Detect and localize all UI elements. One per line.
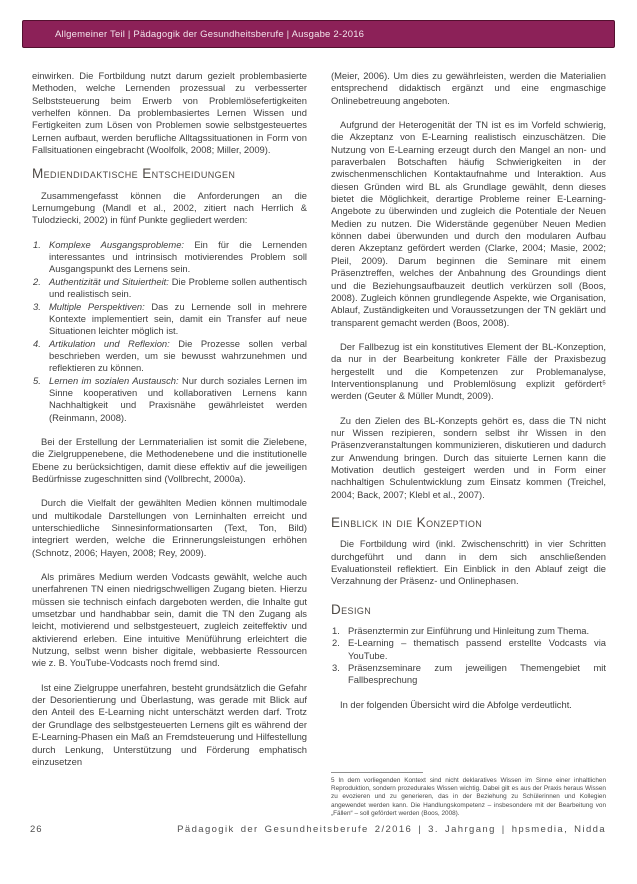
left-column bbox=[32, 70, 307, 818]
list-item-lead: Komplexe Ausgangsprobleme: bbox=[49, 238, 185, 250]
list-item bbox=[331, 637, 606, 662]
page-footer bbox=[30, 822, 606, 836]
list-item bbox=[331, 625, 606, 637]
footnote-block bbox=[331, 772, 606, 818]
list-item-lead: Multiple Perspektiven: bbox=[49, 300, 145, 312]
paragraph: Aufgrund der Heterogenität der TN ist es im Vorfeld schwierig, die Akzeptanz von E-Learning realistisch einzuschätzen. Die Nutzung von E-Learning erzeugt durch den Mangel an non- und paraverbalen Botschaften häufig Schwierigkeiten in der zwischenmenschlichen Kontaktaufnahme und Interaktion. Aus diesen Gründen wird BL als Grundlage gewählt, denn dieses bietet die Möglichkeit, derartige Probleme reiner E-Learning-Angebote zu überwinden und zugleich die Potentiale der Neuen Medien zu nutzen. Die Widerstände gegenüber Neuen Medien können dabei überwunden und durch den modularen Aufbau deren Akzeptanz gefördert werden (Clarke, 2004; Masie, 2002; Pleil, 2009). Darum beginnen die Seminare mit einem Präsenztreffen, welches der Anbahnung des Groundings dient und die Beziehungsaufbauzeit deutlich verkürzen soll (Boos, 2008). Zugleich können grundlegende Aspekte, wie Organisation, Ablauf, Zuständigkeiten und Voraussetzungen der TN geklärt und transparent gemacht werden (Boos, 2008). bbox=[331, 119, 606, 328]
footnote-text: 5 In dem vorliegenden Kontext sind nicht deklaratives Wissen im Sinne einer inhaltlichen Reproduktion, sondern prozedurales Wissen wichtig. Dabei gilt es aus der Praxis heraus Wissen zu evozieren und zu generieren, das in der Beziehung zu Schülerinnen und Kollegien angewendet werden kann. Die Handlungskompetenz – insbesondere mit der Bearbeitung von „Fällen“ – soll gefördert werden (Boos, 2008). bbox=[331, 776, 606, 817]
list-item-text: Die Probleme sollen authentisch und realistisch sein. bbox=[49, 275, 307, 300]
paragraph: Bei der Erstellung der Lernmaterialien ist somit die Zielebene, die Zielgruppenebene, die Methodenebene und die institutionelle Ebene zu berücksichtigen, damit diese effektiv auf die jeweiligen Bedürfnisse zugeschnitten sind (Vollbrecht, 2000a). bbox=[32, 435, 307, 484]
list-item bbox=[32, 338, 307, 375]
section-heading-mediendidaktische-entscheidungen: Mediendidaktische Entscheidungen bbox=[32, 166, 236, 182]
list-item-text: Ein für die Lernenden interessantes und intrinsisch motivierendes Problem soll Ausgangspunkt des Lernens sein. bbox=[49, 238, 307, 275]
list-item bbox=[32, 276, 307, 301]
list-item-text: Nur durch soziales Lernen im Sinne kooperativen und kollaborativen Lernens kann Nachhaltigkeit und Praxisnähe gewährleistet werden (Reinmann, 2008). bbox=[49, 374, 307, 423]
journal-header-bar bbox=[22, 20, 615, 48]
paragraph: (Meier, 2006). Um dies zu gewährleisten, werden die Materialien entsprechend didaktisch ergänzt und eine engmaschige Onlinebetreuung angeboten. bbox=[331, 70, 606, 106]
list-item bbox=[32, 239, 307, 276]
list-item-lead: Artikulation und Reflexion: bbox=[49, 337, 170, 349]
paragraph: Die Fortbildung wird (inkl. Zwischenschritt) in vier Schritten durchgeführt und dann in dem sich anschließenden Evaluationsteil reflektiert. Ein Einblick in den Ablauf zeigt die Verzahnung der Präsenz- und Onlinephasen. bbox=[331, 538, 606, 587]
paragraph: einwirken. Die Fortbildung nutzt darum gezielt problembasierte Methoden, welche Lernenden prozessual zu verbesserter Selbststeuerung beim Erwerb von Problemlösefertigkeiten verhelfen können. Da problembasiertes Lernen Wissen und Fertigkeiten zum Lösen von Problemen sowie selbstgesteuertes Lernen aufbaut, werden berufliche Alltagssituationen in Form von Fallsituationen eingebracht (Woolfolk, 2008; Miller, 2009). bbox=[32, 70, 307, 156]
list-item-text: Präsenzseminare zum jeweiligen Themengebiet mit Fallbesprechung bbox=[348, 662, 606, 686]
list-item-text: Das zu Lernende soll in mehrere Kontexte implementiert sein, damit ein Transfer auf neue Situationen leichter möglich ist. bbox=[49, 300, 307, 337]
list-item bbox=[32, 375, 307, 424]
list-item-lead: Lernen im sozialen Austausch: bbox=[49, 374, 179, 386]
list-item bbox=[331, 662, 606, 687]
journal-footer-text: Pädagogik der Gesundheitsberufe 2/2016 | 3. Jahrgang | hpsmedia, Nidda bbox=[177, 823, 606, 835]
journal-header-text: Allgemeiner Teil | Pädagogik der Gesundheitsberufe | Ausgabe 2-2016 bbox=[55, 28, 365, 40]
numbered-list-design-schritte bbox=[331, 625, 606, 687]
list-item-text: E-Learning – thematisch passend erstellte Vodcasts via YouTube. bbox=[348, 637, 606, 661]
section-heading-einblick-in-die-konzeption: Einblick in die Konzeption bbox=[331, 515, 483, 530]
paragraph: Als primäres Medium werden Vodcasts gewählt, welche auch unerfahrenen TN einen niedrigschwelligen Zugang bieten. Hierzu müssen sie technisch einfach dargeboten werden, die Inhalte gut umsetzbar und handhabbar sein, damit die TN den Zugang als leicht, motivierend und selbstgesteuert, zugleich zeiteffektiv und aktivierend erleben. Eine intuitive Menüführung erleichtert die Nutzung, selbst wenn bisher digitale, webbasierte Ressourcen wie z. B. YouTube-Vodcasts noch fremd sind. bbox=[32, 571, 307, 669]
paragraph: Zu den Zielen des BL-Konzepts gehört es, dass die TN nicht nur Wissen rezipieren, sondern selbst ihr Wissen in den Präsenzveranstaltungen kommunizieren, diskutieren und dadurch zur Anwendung bringen. Durch das situierte Lernen kann die Motivation deutlich gesteigert werden und in Form einer nachhaltigen Schulentwicklung zum Einsatz kommen (Treichel, 2004; Back, 2007; Klebl et al., 2007). bbox=[331, 414, 606, 500]
list-item-lead: Authentizität und Situiertheit: bbox=[49, 275, 169, 287]
paragraph: Ist eine Zielgruppe unerfahren, besteht grundsätzlich die Gefahr der Desorientierung und Überlastung, was gerade mit Blick auf den Anteil des E-Learning nicht unterschätzt werden darf. Trotz der Grundlage des selbstgesteuerten Lernens gilt es während der E-Learning-Phasen ein Maß an Fremdsteuerung und Hilfestellung durch Lenkung, Unterstützung und Förderung emphatisch einzusetzen bbox=[32, 681, 307, 767]
numbered-list-didaktik-punkte bbox=[32, 239, 307, 424]
footnote-divider bbox=[331, 772, 423, 773]
list-item bbox=[32, 301, 307, 338]
two-column-body bbox=[32, 70, 606, 818]
paragraph: In der folgenden Übersicht wird die Abfolge verdeutlicht. bbox=[340, 698, 572, 710]
section-heading-design: Design bbox=[331, 601, 372, 617]
right-column bbox=[331, 70, 606, 818]
paragraph: Zusammengefasst können die Anforderungen an die Lernumgebung (Mandl et al., 2002, zitiert nach Herrlich & Tulodziecki, 2002) in fünf Punkte gegliedert werden: bbox=[32, 189, 307, 226]
list-item-text: Präsenztermin zur Einführung und Hinleitung zum Thema. bbox=[348, 625, 590, 637]
paragraph: Der Fallbezug ist ein konstitutives Element der BL-Konzeption, da nur in der Bearbeitung konkreter Fälle der Praxisbezug hergestellt und die Kompetenzen zur Problemanalyse, Interventionsplanung und Problemlösung explizit gefördert⁵ werden (Geuter & Müller Mundt, 2009). bbox=[331, 340, 606, 402]
page-number: 26 bbox=[30, 823, 43, 835]
list-item-text: Die Prozesse sollen verbal beschrieben werden, um sie bewusst wahrzunehmen und reflektieren zu können. bbox=[49, 337, 307, 374]
paragraph: Durch die Vielfalt der gewählten Medien können multimodale und multikodale Darstellungen von Lerninhalten erreicht und unterschiedliche Sinnesinformationsarten (Text, Ton, Bild) integriert werden, welche die Erinnerungsleistungen erhöhen (Schnotz, 2006; Hayen, 2008; Rey, 2009). bbox=[32, 497, 307, 558]
